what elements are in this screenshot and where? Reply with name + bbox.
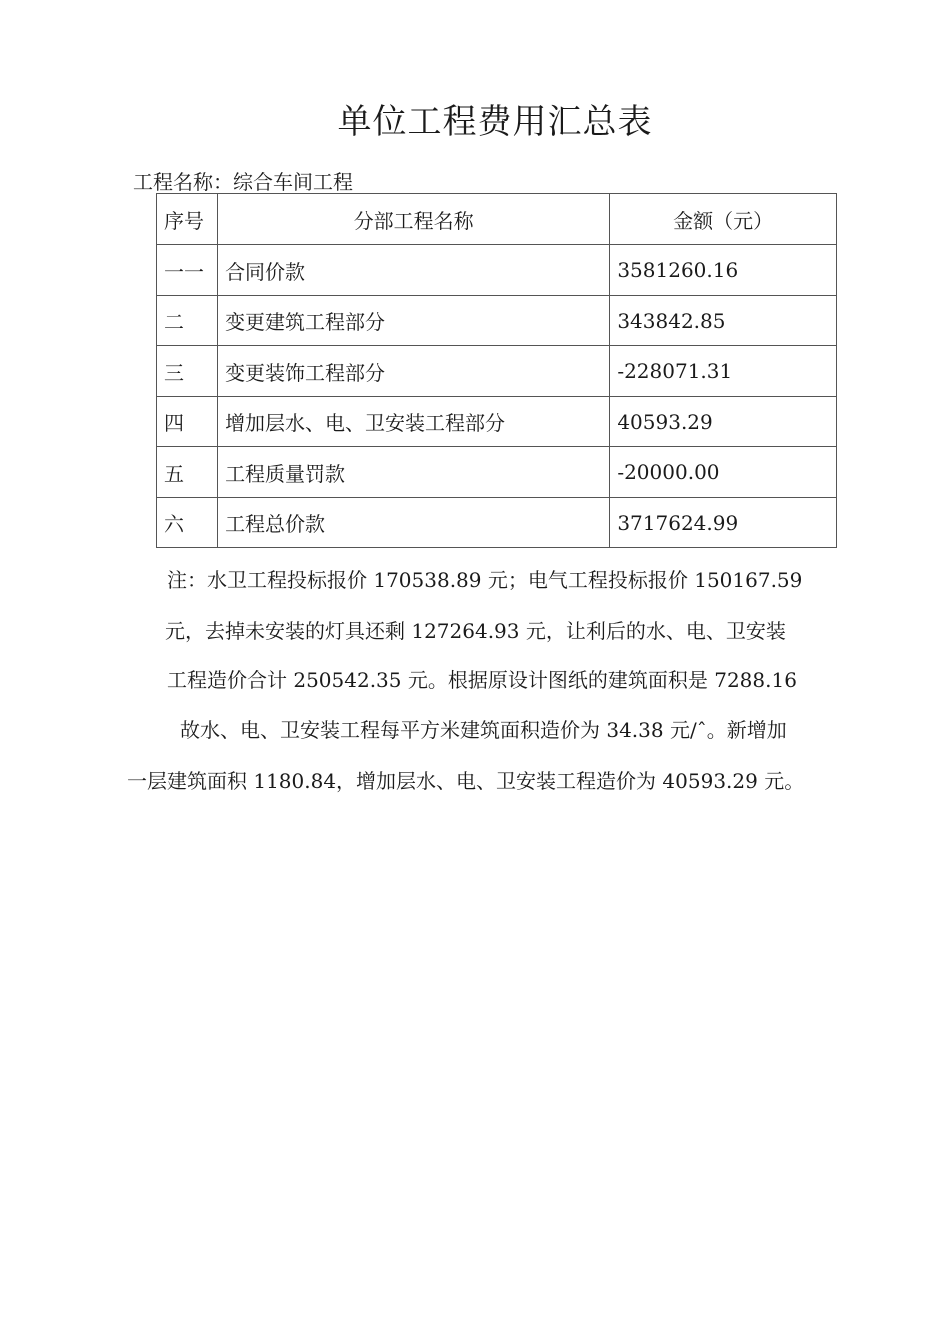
row-no: 三 — [157, 346, 218, 397]
row-no: 二 — [157, 296, 218, 346]
row-name: 合同价款 — [218, 245, 610, 296]
header-name: 分部工程名称 — [218, 194, 610, 245]
table-row — [157, 296, 837, 346]
header-no: 序号 — [157, 194, 218, 245]
cost-summary-table — [156, 193, 837, 548]
row-no: 一一 — [157, 245, 218, 296]
row-name: 变更建筑工程部分 — [218, 296, 610, 346]
row-name: 工程质量罚款 — [218, 447, 610, 498]
note-line: 故水、电、卫安装工程每平方米建筑面积造价为 34.38 元/ˆ。新增加 — [180, 718, 787, 742]
row-amount: 343842.85 — [610, 296, 837, 346]
note-line: 元，去掉未安装的灯具还剩 127264.93 元，让利后的水、电、卫安装 — [165, 619, 786, 643]
row-no: 五 — [157, 447, 218, 498]
row-amount: 3581260.16 — [610, 245, 837, 296]
table-row — [157, 397, 837, 447]
note-line: 工程造价合计 250542.35 元。根据原设计图纸的建筑面积是 7288.16 — [167, 668, 797, 692]
row-no: 六 — [157, 498, 218, 548]
row-amount: 40593.29 — [610, 397, 837, 447]
row-amount: -228071.31 — [610, 346, 837, 397]
row-name: 增加层水、电、卫安装工程部分 — [218, 397, 610, 447]
note-line: 注：水卫工程投标报价 170538.89 元；电气工程投标报价 150167.59 — [167, 568, 803, 592]
row-amount: -20000.00 — [610, 447, 837, 498]
table-row — [157, 447, 837, 498]
header-amount: 金额（元） — [610, 194, 837, 245]
table-header-row — [157, 194, 837, 245]
table-row — [157, 346, 837, 397]
project-name: 工程名称：综合车间工程 — [133, 170, 353, 194]
row-name: 变更装饰工程部分 — [218, 346, 610, 397]
row-no: 四 — [157, 397, 218, 447]
row-amount: 3717624.99 — [610, 498, 837, 548]
note-line: 一层建筑面积 1180.84，增加层水、电、卫安装工程造价为 40593.29 元。 — [127, 769, 805, 793]
table-row — [157, 245, 837, 296]
page-title: 单位工程费用汇总表 — [337, 102, 653, 142]
row-name: 工程总价款 — [218, 498, 610, 548]
table-row — [157, 498, 837, 548]
